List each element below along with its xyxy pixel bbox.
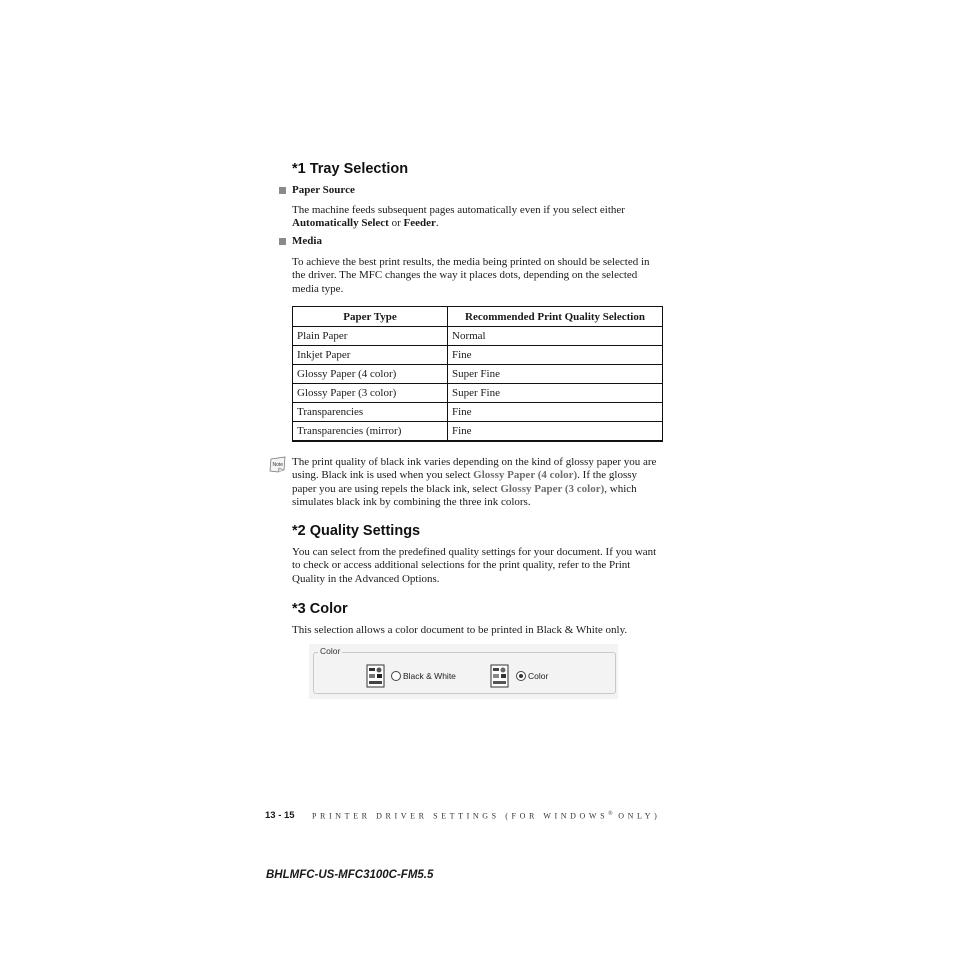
table-cell: Glossy Paper (4 color) <box>293 365 448 384</box>
black-white-document-icon <box>366 664 386 688</box>
page-number: 13 - 15 <box>265 810 295 821</box>
color-groupbox-label: Color <box>320 646 341 656</box>
table-cell: Super Fine <box>448 365 663 384</box>
table-cell: Normal <box>448 327 663 346</box>
table-row <box>293 422 663 442</box>
note-icon-label: Note <box>272 462 284 468</box>
paper-source-text: The machine feeds subsequent pages automatically even if you select either Automatically Select or Feeder. <box>292 204 625 230</box>
paper-type-table <box>292 306 663 442</box>
table-cell: Super Fine <box>448 384 663 403</box>
glossy-4-color-term: Glossy Paper (4 color) <box>473 469 578 482</box>
quality-settings-text: You can select from the predefined quality settings for your document. If you want to check or access additional selections for the print quality, refer to the Print Quality in the Advanced Options. <box>292 546 657 585</box>
color-document-icon <box>490 664 510 688</box>
black-white-label[interactable]: Black & White <box>403 671 456 681</box>
black-white-radio[interactable] <box>391 671 401 681</box>
table-row <box>293 403 663 422</box>
table-cell: Fine <box>448 403 663 422</box>
note-icon <box>268 455 288 475</box>
table-row <box>293 365 663 384</box>
table-header: Paper Type <box>293 307 448 327</box>
color-text: This selection allows a color document to be printed in Black & White only. <box>292 624 628 636</box>
table-cell: Plain Paper <box>293 327 448 346</box>
table-cell: Fine <box>448 422 663 442</box>
bullet-square-icon <box>279 187 286 194</box>
bullet-square-icon <box>279 238 286 245</box>
color-groupbox <box>313 652 616 694</box>
color-radio[interactable] <box>516 671 526 681</box>
chapter-title: PRINTER DRIVER SETTINGS (FOR WINDOWS® ONLY) <box>312 811 661 821</box>
document-id: BHLMFC-US-MFC3100C-FM5.5 <box>266 869 434 881</box>
section-heading-quality-settings: *2 Quality Settings <box>292 523 421 539</box>
automatically-select-term: Automatically Select <box>292 217 389 230</box>
table-cell: Fine <box>448 346 663 365</box>
table-header-row <box>293 307 663 327</box>
table-row <box>293 346 663 365</box>
table-cell: Glossy Paper (3 color) <box>293 384 448 403</box>
glossy-3-color-term: Glossy Paper (3 color) <box>500 482 605 495</box>
feeder-term: Feeder <box>403 217 436 230</box>
section-heading-tray-selection: *1 Tray Selection <box>292 161 409 177</box>
table-cell: Transparencies <box>293 403 448 422</box>
media-text: To achieve the best print results, the media being printed on should be selected in the driver. The MFC changes the way it places dots, depending on the selected media type. <box>292 256 650 295</box>
note-text: The print quality of black ink varies depending on the kind of glossy paper you are using. Black ink is used when you select Glossy Paper (4 color). If the glossy paper you are using repels the black ink, select Glossy Paper (3 color), which simulates black ink by combining the three ink colors. <box>292 456 657 509</box>
table-row <box>293 327 663 346</box>
paper-source-title: Paper Source <box>292 184 355 196</box>
table-header: Recommended Print Quality Selection <box>448 307 663 327</box>
media-title: Media <box>292 235 322 247</box>
color-label[interactable]: Color <box>528 671 549 681</box>
section-heading-color: *3 Color <box>292 601 348 617</box>
table-cell: Inkjet Paper <box>293 346 448 365</box>
table-cell: Transparencies (mirror) <box>293 422 448 442</box>
table-row <box>293 384 663 403</box>
